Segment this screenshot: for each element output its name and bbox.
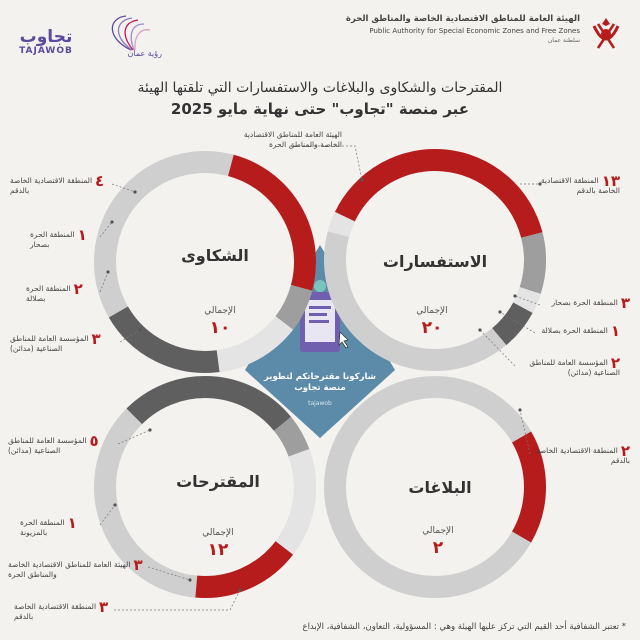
ring-slice <box>284 453 305 548</box>
label-value: ٢ <box>610 354 620 372</box>
leader-dot <box>106 270 109 273</box>
ring-slice <box>499 308 523 337</box>
leader-dot <box>133 190 136 193</box>
label-value: ١ <box>67 514 77 532</box>
footnote: * تعتبر الشفافية أحد القيم التي تركز عليها الهيئة وهي : المسؤولية، التعاون، الشفافية، الإبداع <box>302 622 626 632</box>
ring-slice <box>284 288 301 323</box>
inquiries-total-label: الإجمالي <box>416 306 448 316</box>
brand-ar: تجاوب <box>19 27 73 47</box>
label-value: ٣ <box>620 294 630 312</box>
label-value: ٥ <box>89 432 99 450</box>
leader-dot <box>110 220 113 223</box>
label-text: المنطقة الحرة بصحار <box>30 230 75 249</box>
suggestions-title: المقترحات <box>176 472 260 491</box>
label-text: الهيئة العامة للمناطق الاقتصادية الخاصة والمناطق الحرة <box>243 130 342 149</box>
inquiries-label-salalah <box>540 322 620 340</box>
title-line1: المقترحات والشكاوى والبلاغات والاستفسارات التي تلقتها الهيئة <box>137 80 503 96</box>
label-text: المنطقة الحرة بصلالة <box>26 284 71 303</box>
leader-dot <box>113 503 116 506</box>
leader-dot <box>478 328 481 331</box>
leader-line <box>290 146 362 180</box>
leader-dot <box>188 578 191 581</box>
inquiries-label-authority <box>222 130 342 150</box>
label-value: ١٣ <box>601 172 620 190</box>
complaints-label-duqm <box>10 172 110 196</box>
org-country: سلطنة عمان <box>547 37 580 44</box>
inquiries-title: الاستفسارات <box>382 252 488 271</box>
org-name-ar: الهيئة العامة للمناطق الاقتصادية الخاصة والمناطق الحرة <box>345 14 580 24</box>
brand-en: TAJAWOB <box>19 46 73 56</box>
label-text: المنطقة الاقتصادية الخاصة بالدقم <box>535 446 630 465</box>
ring-slice <box>530 235 535 291</box>
complaints-total-value: ١٠ <box>209 318 231 338</box>
leader-dot <box>513 294 516 297</box>
ring-slice <box>345 160 532 235</box>
label-value: ٤ <box>95 172 105 190</box>
inquiries-label-madayn <box>520 354 620 378</box>
ring-slice <box>338 217 345 235</box>
leader-dot <box>360 178 363 181</box>
label-value: ٣ <box>133 556 143 574</box>
ring-slice <box>283 424 300 453</box>
leader-dot <box>138 328 141 331</box>
label-value: ٢ <box>620 442 630 460</box>
suggestions-label-authority <box>8 556 148 580</box>
label-text: المنطقة الحرة بصلالة <box>541 326 608 335</box>
ring-slice <box>231 165 305 288</box>
label-text: المنطقة الاقتصادية الخاصة بالدقم <box>10 176 93 195</box>
label-text: المؤسسة العامة للمناطق الصناعية (مدائن) <box>8 436 87 455</box>
reports-title: البلاغات <box>408 478 472 497</box>
suggestions-label-mazunah <box>20 514 100 538</box>
label-value: ٣ <box>99 598 109 616</box>
label-text: المؤسسة العامة للمناطق الصناعية (مدائن) <box>529 358 620 377</box>
label-text: المنطقة الاقتصادية الخاصة بالدقم <box>540 176 620 195</box>
label-text: المؤسسة العامة للمناطق الصناعية (مدائن) <box>10 334 89 353</box>
reports-total-value: ٢ <box>432 538 444 558</box>
org-name-en: Public Authority for Special Economic Zones and Free Zones <box>369 27 580 35</box>
inquiries-total-value: ٢٠ <box>421 318 443 338</box>
label-value: ١ <box>77 226 87 244</box>
suggestions-total-value: ١٢ <box>207 540 229 560</box>
reports-label-duqm <box>530 442 630 466</box>
suggestions-label-madayn <box>8 432 118 456</box>
leader-dot <box>518 408 521 411</box>
title-line2: عبر منصة "تجاوب" حتى نهاية مايو 2025 <box>170 100 470 118</box>
label-value: ١ <box>610 322 620 340</box>
vision-text: رؤية عمان <box>127 49 162 58</box>
promo-text: شاركونا مقترحاتكم لتطوير منصة تجاوب <box>263 372 377 393</box>
suggestions-label-duqm <box>14 598 114 622</box>
complaints-title: الشكاوى <box>181 246 249 265</box>
reports-total-label: الإجمالي <box>422 526 454 536</box>
label-text: المنطقة الحرة بصحار <box>551 298 618 307</box>
label-value: ٢ <box>73 280 83 298</box>
leader-dot <box>148 428 151 431</box>
promo-link[interactable]: tajawob <box>308 400 332 407</box>
label-value: ٣ <box>91 330 101 348</box>
complaints-label-sohar <box>30 226 100 250</box>
leader-dot <box>498 310 501 313</box>
label-text: المنطقة الحرة بالمزيونة <box>20 518 65 537</box>
complaints-total-label: الإجمالي <box>204 306 236 316</box>
suggestions-total-label: الإجمالي <box>202 528 234 538</box>
inquiries-label-sohar <box>550 294 630 312</box>
leader-dot <box>238 588 241 591</box>
label-text: المنطقة الاقتصادية الخاصة بالدقم <box>14 602 97 621</box>
complaints-label-madayn <box>10 330 120 354</box>
complaints-label-salalah <box>26 280 100 304</box>
label-text: الهيئة العامة للمناطق الاقتصادية الخاصة والمناطق الحرة <box>8 560 131 579</box>
inquiries-label-duqm <box>520 172 620 196</box>
